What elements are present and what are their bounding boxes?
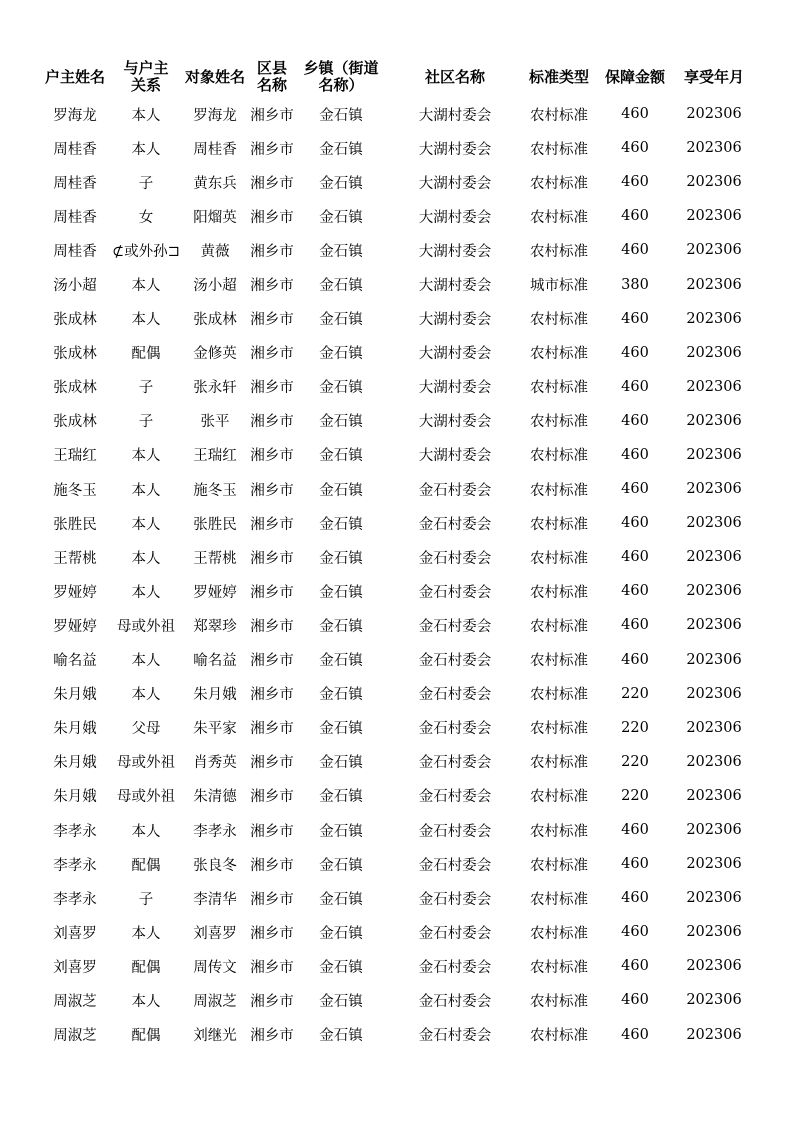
cell-county: 湘乡市 bbox=[250, 448, 294, 465]
cell-period: 202306 bbox=[686, 992, 742, 1009]
cell-relation: 配偶 bbox=[131, 857, 161, 874]
cell-householder: 刘喜罗 bbox=[53, 925, 97, 942]
cell-householder: 张成林 bbox=[53, 346, 97, 363]
cell-community: 大湖村委会 bbox=[418, 312, 492, 329]
cell-period: 202306 bbox=[686, 958, 742, 975]
cell-beneficiary: 刘喜罗 bbox=[193, 925, 237, 942]
cell-town: 金石镇 bbox=[319, 618, 363, 635]
table-row bbox=[40, 847, 752, 881]
cell-county: 湘乡市 bbox=[250, 857, 294, 874]
column-header-standard: 标准类型 bbox=[528, 67, 589, 86]
table-row bbox=[40, 370, 752, 404]
cell-town: 金石镇 bbox=[319, 346, 363, 363]
table-row bbox=[40, 949, 752, 983]
cell-beneficiary: 张胜民 bbox=[193, 516, 237, 533]
cell-town: 金石镇 bbox=[319, 243, 363, 260]
cell-householder: 罗海龙 bbox=[53, 107, 97, 124]
cell-householder: 周桂香 bbox=[53, 243, 97, 260]
cell-householder: 周桂香 bbox=[53, 141, 97, 158]
cell-town: 金石镇 bbox=[319, 312, 363, 329]
cell-period: 202306 bbox=[686, 310, 742, 327]
column-header-town: 乡镇（街道 名称） bbox=[303, 59, 379, 94]
cell-town: 金石镇 bbox=[319, 925, 363, 942]
cell-standard: 农村标准 bbox=[530, 448, 588, 465]
table-row bbox=[40, 233, 752, 267]
cell-beneficiary: 李孝永 bbox=[193, 823, 237, 840]
cell-householder: 刘喜罗 bbox=[53, 959, 97, 976]
cell-standard: 农村标准 bbox=[530, 141, 588, 158]
cell-county: 湘乡市 bbox=[250, 516, 294, 533]
cell-standard: 农村标准 bbox=[530, 243, 588, 260]
table-row bbox=[40, 438, 752, 472]
cell-town: 金石镇 bbox=[319, 414, 363, 431]
cell-amount: 460 bbox=[621, 310, 649, 327]
cell-householder: 李孝永 bbox=[53, 857, 97, 874]
cell-county: 湘乡市 bbox=[250, 789, 294, 806]
cell-relation: 本人 bbox=[131, 516, 161, 533]
cell-period: 202306 bbox=[686, 549, 742, 566]
cell-community: 金石村委会 bbox=[418, 857, 492, 874]
cell-town: 金石镇 bbox=[319, 141, 363, 158]
cell-county: 湘乡市 bbox=[250, 925, 294, 942]
cell-householder: 周淑芝 bbox=[53, 993, 97, 1010]
cell-community: 大湖村委会 bbox=[418, 414, 492, 431]
cell-amount: 460 bbox=[621, 856, 649, 873]
column-header-county: 区县 名称 bbox=[256, 59, 287, 94]
cell-relation: 本人 bbox=[131, 448, 161, 465]
cell-community: 大湖村委会 bbox=[418, 141, 492, 158]
cell-amount: 220 bbox=[621, 719, 649, 736]
cell-householder: 张成林 bbox=[53, 414, 97, 431]
cell-standard: 城市标准 bbox=[530, 278, 588, 295]
cell-town: 金石镇 bbox=[319, 448, 363, 465]
cell-amount: 460 bbox=[621, 242, 649, 259]
cell-amount: 460 bbox=[621, 515, 649, 532]
cell-period: 202306 bbox=[686, 856, 742, 873]
cell-relation: 本人 bbox=[131, 482, 161, 499]
cell-householder: 张胜民 bbox=[53, 516, 97, 533]
cell-community: 金石村委会 bbox=[418, 516, 492, 533]
cell-standard: 农村标准 bbox=[530, 721, 588, 738]
cell-period: 202306 bbox=[686, 276, 742, 293]
cell-town: 金石镇 bbox=[319, 959, 363, 976]
cell-county: 湘乡市 bbox=[250, 107, 294, 124]
cell-amount: 460 bbox=[621, 549, 649, 566]
cell-county: 湘乡市 bbox=[250, 482, 294, 499]
cell-householder: 朱月娥 bbox=[53, 789, 97, 806]
cell-relation: 配偶 bbox=[131, 959, 161, 976]
cell-beneficiary: 汤小超 bbox=[193, 278, 237, 295]
cell-householder: 喻名益 bbox=[53, 653, 97, 670]
cell-period: 202306 bbox=[686, 208, 742, 225]
cell-standard: 农村标准 bbox=[530, 209, 588, 226]
cell-beneficiary: 周淑芝 bbox=[193, 993, 237, 1010]
cell-county: 湘乡市 bbox=[250, 414, 294, 431]
cell-householder: 王帮桃 bbox=[53, 550, 97, 567]
cell-relation: 本人 bbox=[131, 823, 161, 840]
roster-body bbox=[40, 97, 752, 1052]
cell-beneficiary: 肖秀英 bbox=[193, 755, 237, 772]
cell-county: 湘乡市 bbox=[250, 891, 294, 908]
cell-standard: 农村标准 bbox=[530, 755, 588, 772]
cell-community: 金石村委会 bbox=[418, 891, 492, 908]
cell-amount: 460 bbox=[621, 890, 649, 907]
cell-beneficiary: 施冬玉 bbox=[193, 482, 237, 499]
cell-period: 202306 bbox=[686, 242, 742, 259]
cell-county: 湘乡市 bbox=[250, 209, 294, 226]
cell-period: 202306 bbox=[686, 174, 742, 191]
cell-relation: 本人 bbox=[131, 653, 161, 670]
cell-town: 金石镇 bbox=[319, 993, 363, 1010]
cell-beneficiary: 刘继光 bbox=[193, 1028, 237, 1045]
cell-county: 湘乡市 bbox=[250, 959, 294, 976]
cell-county: 湘乡市 bbox=[250, 346, 294, 363]
cell-relation: 配偶 bbox=[131, 1028, 161, 1045]
cell-amount: 220 bbox=[621, 753, 649, 770]
cell-standard: 农村标准 bbox=[530, 618, 588, 635]
cell-householder: 李孝永 bbox=[53, 823, 97, 840]
cell-beneficiary: 金修英 bbox=[193, 346, 237, 363]
cell-community: 大湖村委会 bbox=[418, 380, 492, 397]
cell-period: 202306 bbox=[686, 140, 742, 157]
cell-beneficiary: 张平 bbox=[200, 414, 230, 431]
cell-town: 金石镇 bbox=[319, 209, 363, 226]
table-row bbox=[40, 199, 752, 233]
cell-county: 湘乡市 bbox=[250, 823, 294, 840]
column-header-beneficiary: 对象姓名 bbox=[184, 67, 245, 86]
cell-community: 大湖村委会 bbox=[418, 243, 492, 260]
cell-county: 湘乡市 bbox=[250, 653, 294, 670]
table-row bbox=[40, 540, 752, 574]
cell-county: 湘乡市 bbox=[250, 141, 294, 158]
table-row bbox=[40, 608, 752, 642]
cell-relation: 本人 bbox=[131, 141, 161, 158]
column-header-householder: 户主姓名 bbox=[44, 67, 105, 86]
cell-county: 湘乡市 bbox=[250, 550, 294, 567]
cell-beneficiary: 张永轩 bbox=[193, 380, 237, 397]
cell-period: 202306 bbox=[686, 924, 742, 941]
cell-householder: 李孝永 bbox=[53, 891, 97, 908]
cell-community: 大湖村委会 bbox=[418, 278, 492, 295]
table-row bbox=[40, 881, 752, 915]
cell-beneficiary: 朱清德 bbox=[193, 789, 237, 806]
cell-community: 金石村委会 bbox=[418, 823, 492, 840]
cell-period: 202306 bbox=[686, 617, 742, 634]
cell-householder: 施冬玉 bbox=[53, 482, 97, 499]
cell-standard: 农村标准 bbox=[530, 380, 588, 397]
cell-householder: 周淑芝 bbox=[53, 1028, 97, 1045]
cell-period: 202306 bbox=[686, 685, 742, 702]
cell-amount: 460 bbox=[621, 208, 649, 225]
cell-relation: 母或外祖 bbox=[117, 755, 175, 772]
cell-beneficiary: 罗娅婷 bbox=[193, 584, 237, 601]
cell-relation: 本人 bbox=[131, 312, 161, 329]
cell-town: 金石镇 bbox=[319, 175, 363, 192]
table-row bbox=[40, 267, 752, 301]
cell-beneficiary: 朱月娥 bbox=[193, 687, 237, 704]
cell-town: 金石镇 bbox=[319, 891, 363, 908]
cell-relation: 子 bbox=[138, 380, 154, 397]
cell-amount: 460 bbox=[621, 412, 649, 429]
cell-relation: 子 bbox=[138, 175, 154, 192]
cell-period: 202306 bbox=[686, 753, 742, 770]
table-row bbox=[40, 506, 752, 540]
cell-beneficiary: 朱平家 bbox=[193, 721, 237, 738]
cell-amount: 460 bbox=[621, 344, 649, 361]
cell-standard: 农村标准 bbox=[530, 107, 588, 124]
cell-amount: 460 bbox=[621, 174, 649, 191]
cell-standard: 农村标准 bbox=[530, 482, 588, 499]
cell-town: 金石镇 bbox=[319, 516, 363, 533]
cell-householder: 王瑞红 bbox=[53, 448, 97, 465]
cell-period: 202306 bbox=[686, 378, 742, 395]
cell-community: 金石村委会 bbox=[418, 584, 492, 601]
cell-town: 金石镇 bbox=[319, 482, 363, 499]
cell-county: 湘乡市 bbox=[250, 755, 294, 772]
cell-relation: 子 bbox=[138, 414, 154, 431]
cell-householder: 周桂香 bbox=[53, 175, 97, 192]
cell-community: 金石村委会 bbox=[418, 482, 492, 499]
cell-community: 金石村委会 bbox=[418, 550, 492, 567]
cell-beneficiary: 阳熘英 bbox=[193, 209, 237, 226]
cell-standard: 农村标准 bbox=[530, 312, 588, 329]
cell-county: 湘乡市 bbox=[250, 175, 294, 192]
cell-community: 大湖村委会 bbox=[418, 209, 492, 226]
cell-community: 金石村委会 bbox=[418, 789, 492, 806]
cell-householder: 朱月娥 bbox=[53, 755, 97, 772]
table-row bbox=[40, 745, 752, 779]
cell-amount: 460 bbox=[621, 446, 649, 463]
column-header-period: 享受年月 bbox=[683, 67, 744, 86]
cell-householder: 罗娅婷 bbox=[53, 584, 97, 601]
cell-period: 202306 bbox=[686, 106, 742, 123]
cell-town: 金石镇 bbox=[319, 721, 363, 738]
cell-relation: 本人 bbox=[131, 993, 161, 1010]
table-row bbox=[40, 404, 752, 438]
cell-standard: 农村标准 bbox=[530, 925, 588, 942]
cell-relation: 父母 bbox=[131, 721, 161, 738]
cell-community: 金石村委会 bbox=[418, 687, 492, 704]
cell-householder: 张成林 bbox=[53, 380, 97, 397]
cell-community: 金石村委会 bbox=[418, 755, 492, 772]
cell-period: 202306 bbox=[686, 787, 742, 804]
cell-town: 金石镇 bbox=[319, 823, 363, 840]
cell-period: 202306 bbox=[686, 890, 742, 907]
cell-community: 大湖村委会 bbox=[418, 175, 492, 192]
cell-town: 金石镇 bbox=[319, 1028, 363, 1045]
cell-beneficiary: 王帮桃 bbox=[193, 550, 237, 567]
cell-community: 金石村委会 bbox=[418, 618, 492, 635]
cell-town: 金石镇 bbox=[319, 278, 363, 295]
cell-period: 202306 bbox=[686, 583, 742, 600]
cell-beneficiary: 罗海龙 bbox=[193, 107, 237, 124]
cell-community: 金石村委会 bbox=[418, 653, 492, 670]
cell-relation: 本人 bbox=[131, 107, 161, 124]
cell-amount: 220 bbox=[621, 787, 649, 804]
cell-community: 大湖村委会 bbox=[418, 107, 492, 124]
cell-relation: 女 bbox=[138, 209, 154, 226]
cell-beneficiary: 张良冬 bbox=[193, 857, 237, 874]
cell-beneficiary: 周桂香 bbox=[193, 141, 237, 158]
cell-beneficiary: 喻名益 bbox=[193, 653, 237, 670]
cell-relation: ⊄或外孙⊐ bbox=[112, 243, 180, 260]
cell-standard: 农村标准 bbox=[530, 550, 588, 567]
cell-community: 金石村委会 bbox=[418, 959, 492, 976]
cell-period: 202306 bbox=[686, 719, 742, 736]
cell-town: 金石镇 bbox=[319, 380, 363, 397]
cell-county: 湘乡市 bbox=[250, 687, 294, 704]
cell-standard: 农村标准 bbox=[530, 959, 588, 976]
cell-householder: 周桂香 bbox=[53, 209, 97, 226]
cell-standard: 农村标准 bbox=[530, 653, 588, 670]
cell-householder: 罗娅婷 bbox=[53, 618, 97, 635]
table-row bbox=[40, 574, 752, 608]
cell-period: 202306 bbox=[686, 412, 742, 429]
cell-standard: 农村标准 bbox=[530, 789, 588, 806]
cell-amount: 460 bbox=[621, 822, 649, 839]
cell-beneficiary: 周传文 bbox=[193, 959, 237, 976]
table-row bbox=[40, 302, 752, 336]
cell-standard: 农村标准 bbox=[530, 346, 588, 363]
cell-community: 金石村委会 bbox=[418, 1028, 492, 1045]
cell-amount: 380 bbox=[621, 276, 649, 293]
cell-period: 202306 bbox=[686, 446, 742, 463]
cell-beneficiary: 王瑞红 bbox=[193, 448, 237, 465]
cell-standard: 农村标准 bbox=[530, 993, 588, 1010]
cell-beneficiary: 李清华 bbox=[193, 891, 237, 908]
cell-standard: 农村标准 bbox=[530, 1028, 588, 1045]
cell-county: 湘乡市 bbox=[250, 312, 294, 329]
cell-householder: 汤小超 bbox=[53, 278, 97, 295]
cell-period: 202306 bbox=[686, 481, 742, 498]
cell-relation: 本人 bbox=[131, 925, 161, 942]
cell-beneficiary: 黄东兵 bbox=[193, 175, 237, 192]
cell-period: 202306 bbox=[686, 822, 742, 839]
table-row bbox=[40, 131, 752, 165]
table-row bbox=[40, 1018, 752, 1052]
cell-amount: 460 bbox=[621, 651, 649, 668]
column-header-amount: 保障金额 bbox=[604, 67, 665, 86]
cell-amount: 460 bbox=[621, 992, 649, 1009]
cell-county: 湘乡市 bbox=[250, 584, 294, 601]
cell-amount: 460 bbox=[621, 378, 649, 395]
cell-amount: 460 bbox=[621, 617, 649, 634]
cell-town: 金石镇 bbox=[319, 789, 363, 806]
cell-community: 大湖村委会 bbox=[418, 448, 492, 465]
cell-community: 金石村委会 bbox=[418, 993, 492, 1010]
cell-standard: 农村标准 bbox=[530, 414, 588, 431]
cell-relation: 子 bbox=[138, 891, 154, 908]
cell-town: 金石镇 bbox=[319, 653, 363, 670]
cell-period: 202306 bbox=[686, 515, 742, 532]
cell-standard: 农村标准 bbox=[530, 823, 588, 840]
table-row bbox=[40, 165, 752, 199]
table-row bbox=[40, 472, 752, 506]
cell-community: 金石村委会 bbox=[418, 721, 492, 738]
table-row bbox=[40, 983, 752, 1017]
cell-beneficiary: 张成林 bbox=[193, 312, 237, 329]
cell-community: 金石村委会 bbox=[418, 925, 492, 942]
cell-county: 湘乡市 bbox=[250, 618, 294, 635]
cell-beneficiary: 郑翠珍 bbox=[193, 618, 237, 635]
table-row bbox=[40, 97, 752, 131]
cell-standard: 农村标准 bbox=[530, 687, 588, 704]
cell-town: 金石镇 bbox=[319, 857, 363, 874]
cell-amount: 460 bbox=[621, 1026, 649, 1043]
cell-relation: 本人 bbox=[131, 278, 161, 295]
cell-standard: 农村标准 bbox=[530, 175, 588, 192]
cell-amount: 460 bbox=[621, 481, 649, 498]
cell-town: 金石镇 bbox=[319, 687, 363, 704]
table-row bbox=[40, 779, 752, 813]
cell-householder: 朱月娥 bbox=[53, 721, 97, 738]
cell-householder: 张成林 bbox=[53, 312, 97, 329]
cell-county: 湘乡市 bbox=[250, 278, 294, 295]
cell-town: 金石镇 bbox=[319, 755, 363, 772]
cell-amount: 460 bbox=[621, 924, 649, 941]
cell-period: 202306 bbox=[686, 344, 742, 361]
cell-relation: 母或外祖 bbox=[117, 618, 175, 635]
cell-town: 金石镇 bbox=[319, 584, 363, 601]
cell-standard: 农村标准 bbox=[530, 516, 588, 533]
cell-beneficiary: 黄薇 bbox=[200, 243, 230, 260]
cell-amount: 460 bbox=[621, 958, 649, 975]
cell-amount: 220 bbox=[621, 685, 649, 702]
header-row bbox=[40, 57, 752, 97]
table-row bbox=[40, 643, 752, 677]
cell-amount: 460 bbox=[621, 140, 649, 157]
cell-standard: 农村标准 bbox=[530, 891, 588, 908]
cell-relation: 本人 bbox=[131, 687, 161, 704]
cell-county: 湘乡市 bbox=[250, 721, 294, 738]
cell-householder: 朱月娥 bbox=[53, 687, 97, 704]
cell-period: 202306 bbox=[686, 651, 742, 668]
cell-amount: 460 bbox=[621, 106, 649, 123]
cell-county: 湘乡市 bbox=[250, 1028, 294, 1045]
table-row bbox=[40, 915, 752, 949]
cell-town: 金石镇 bbox=[319, 107, 363, 124]
cell-relation: 本人 bbox=[131, 550, 161, 567]
cell-amount: 460 bbox=[621, 583, 649, 600]
cell-county: 湘乡市 bbox=[250, 993, 294, 1010]
table-row bbox=[40, 813, 752, 847]
table-row bbox=[40, 336, 752, 370]
cell-standard: 农村标准 bbox=[530, 857, 588, 874]
cell-county: 湘乡市 bbox=[250, 243, 294, 260]
cell-relation: 本人 bbox=[131, 584, 161, 601]
cell-community: 大湖村委会 bbox=[418, 346, 492, 363]
column-header-relation: 与户主 关系 bbox=[123, 59, 169, 94]
cell-period: 202306 bbox=[686, 1026, 742, 1043]
subsidy-roster-table bbox=[40, 57, 752, 1052]
cell-town: 金石镇 bbox=[319, 550, 363, 567]
cell-relation: 配偶 bbox=[131, 346, 161, 363]
cell-county: 湘乡市 bbox=[250, 380, 294, 397]
table-row bbox=[40, 677, 752, 711]
column-header-community: 社区名称 bbox=[424, 67, 485, 86]
cell-standard: 农村标准 bbox=[530, 584, 588, 601]
cell-relation: 母或外祖 bbox=[117, 789, 175, 806]
table-row bbox=[40, 711, 752, 745]
